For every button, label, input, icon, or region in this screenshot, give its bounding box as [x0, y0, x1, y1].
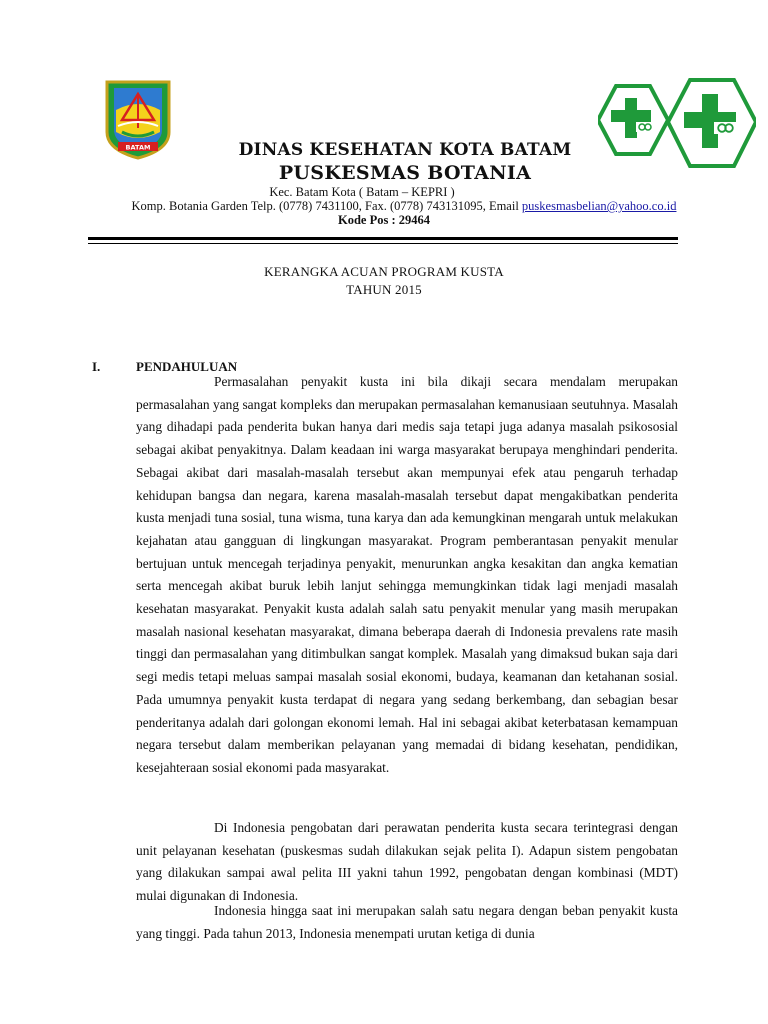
puskesmas-cross-logos — [598, 78, 756, 170]
logo-banner-text: BATAM — [125, 143, 151, 152]
body-paragraph-3: Indonesia hingga saat ini merupakan salah satu negara dengan beban penyakit kusta yang tinggi. Pada tahun 2013, Indonesia menempati urutan ketiga di dunia — [136, 903, 678, 941]
letterhead-divider-thin — [88, 243, 678, 244]
org-name-dinas: DINAS KESEHATAN KOTA BATAM — [238, 140, 572, 160]
letterhead-divider-thick — [88, 237, 678, 240]
body-paragraph-2: Di Indonesia pengobatan dari perawatan penderita kusta secara terintegrasi dengan unit pelayanan kesehatan (puskesmas sudah dilakukan sejak pelita I). Adapun sistem pengobatan yang dilakukan sampai awal pelita III yakni tahun 1992, pengobatan dengan kombinasi (MDT) mulai digunakan di Indonesia. — [136, 820, 678, 903]
address-district: Kec. Batam Kota ( Batam – KEPRI ) — [269, 185, 455, 199]
document-year: TAHUN 2015 — [346, 282, 422, 297]
address-contact — [20, 199, 768, 214]
org-name-puskesmas: PUSKESMAS BOTANIA — [278, 162, 532, 184]
puskesmas-logo-large-icon — [668, 80, 756, 166]
postal-code: Kode Pos : 29464 — [337, 213, 430, 227]
email-link[interactable]: puskesmasbelian@yahoo.co.id — [521, 199, 677, 213]
section-heading: PENDAHULUAN — [136, 359, 238, 374]
body-paragraph-1: Permasalahan penyakit kusta ini bila dikaji secara mendalam merupakan permasalahan yang sangat kompleks dan merupakan permasalahan kemanusiaan seutuhnya. Masalah yang dihadapi pada penderita bukan hanya dari medis saja tetapi juga adanya masalah psikososial sebagai akibat penyakitnya. Dalam keadaan ini warga masyarakat berupaya menghindari penderita. Sebagai akibat dari masalah-masalah tersebut akan mempunyai efek atau pengaruh terhadap kehidupan bangsa dan negara, karena masalah-masalah tersebut dapat mengakibatkan penderita kusta menjadi tuna sosial, tuna wisma, tuna karya dan ada kemungkinan mengarah untuk melakukan kejahatan atau gangguan di lingkungan masyarakat. Program pemberantasan penyakit menular bertujuan untuk mencegah terjadinya penyakit, menurunkan angka kesakitan dan angka kematian serta mencegah akibat buruk lebih lanjut sehingga memungkinkan tidak lagi menjadi masalah kesehatan masyarakat. Penyakit kusta adalah salah satu penyakit menular yang masih merupakan masalah nasional kesehatan masyarakat, dimana beberapa daerah di Indonesia prevalens rate masih tinggi dan permasalahan yang ditimbulkan sangat komplek. Masalah yang dimaksud bukan saja dari segi medis tetapi meluas sampai masalah sosial ekonomi, budaya, keamanan dan ketahanan sosial. Pada umumnya penyakit kusta terdapat di negara yang sedang berkembang, dan sebagian besar penderitanya adalah dari golongan ekonomi lemah. Hal ini sebagai akibat keterbatasan kemampuan negara tersebut dalam memberikan pelayanan yang memadai di bidang kesehatan, pendidikan, kesejahteraan sosial ekonomi pada masyarakat. — [136, 374, 678, 775]
document-title: KERANGKA ACUAN PROGRAM KUSTA — [264, 264, 504, 279]
address-contact-text: Komp. Botania Garden Telp. (0778) 7431100, Fax. (0778) 743131095, Email — [131, 199, 522, 213]
section-number: I. — [92, 359, 101, 374]
batam-city-emblem-logo — [104, 80, 172, 160]
